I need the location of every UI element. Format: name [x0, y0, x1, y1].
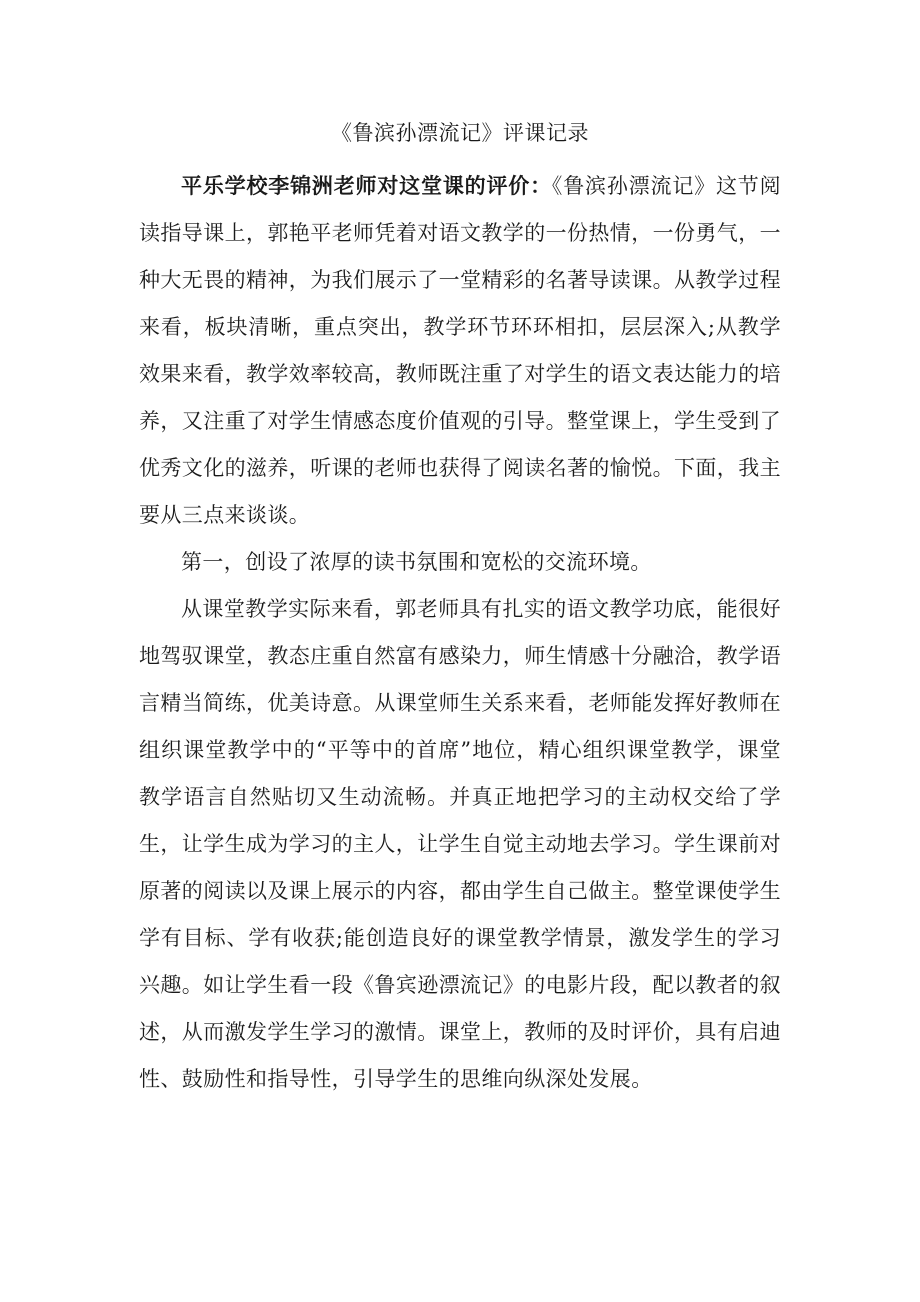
paragraph-point-one-heading: 第一，创设了浓厚的读书氛围和宽松的交流环境。 [181, 550, 652, 574]
paragraph-point-one-detail: 从课堂教学实际来看，郭老师具有扎实的语文教学功底，能很好地驾驭课堂，教态庄重自然富有感染力，师生情感十分融洽，教学语言精当简练，优美诗意。从课堂师生关系来看，老师能发挥好教师在组织课堂教学中的“平等中的首席”地位，精心组织课堂教学，课堂教学语言自然贴切又生动流畅。并真正地把学习的主动权交给了学生，让学生成为学习的主人，让学生自觉主动地去学习。学生课前对原著的阅读以及课上展示的内容，都由学生自己做主。整堂课使学生学有目标、学有收获;能创造良好的课堂教学情景，激发学生的学习兴趣。如让学生看一段《鲁宾逊漂流记》的电影片段，配以教者的叙述，从而激发学生学习的激情。课堂上，教师的及时评价，具有启迪性、鼓励性和指导性，引导学生的思维向纵深处发展。 [139, 597, 781, 1091]
document-body [139, 163, 781, 1103]
paragraph-evaluation-intro [139, 163, 781, 539]
evaluator-lead: 平乐学校李锦洲老师对这堂课的评价： [181, 174, 552, 198]
document-title: 《鲁滨孙漂流记》评课记录 [331, 121, 589, 145]
paragraph-text: 《鲁滨孙漂流记》这节阅读指导课上，郭艳平老师凭着对语文教学的一份热情，一份勇气，一种大无畏的精神，为我们展示了一堂精彩的名著导读课。从教学过程来看，板块清晰，重点突出，教学环节环环相扣，层层深入;从教学效果来看，教学效率较高，教师既注重了对学生的语文表达能力的培养，又注重了对学生情感态度价值观的引导。整堂课上，学生受到了优秀文化的滋养，听课的老师也获得了阅读名著的愉悦。下面，我主要从三点来谈谈。 [139, 174, 781, 527]
